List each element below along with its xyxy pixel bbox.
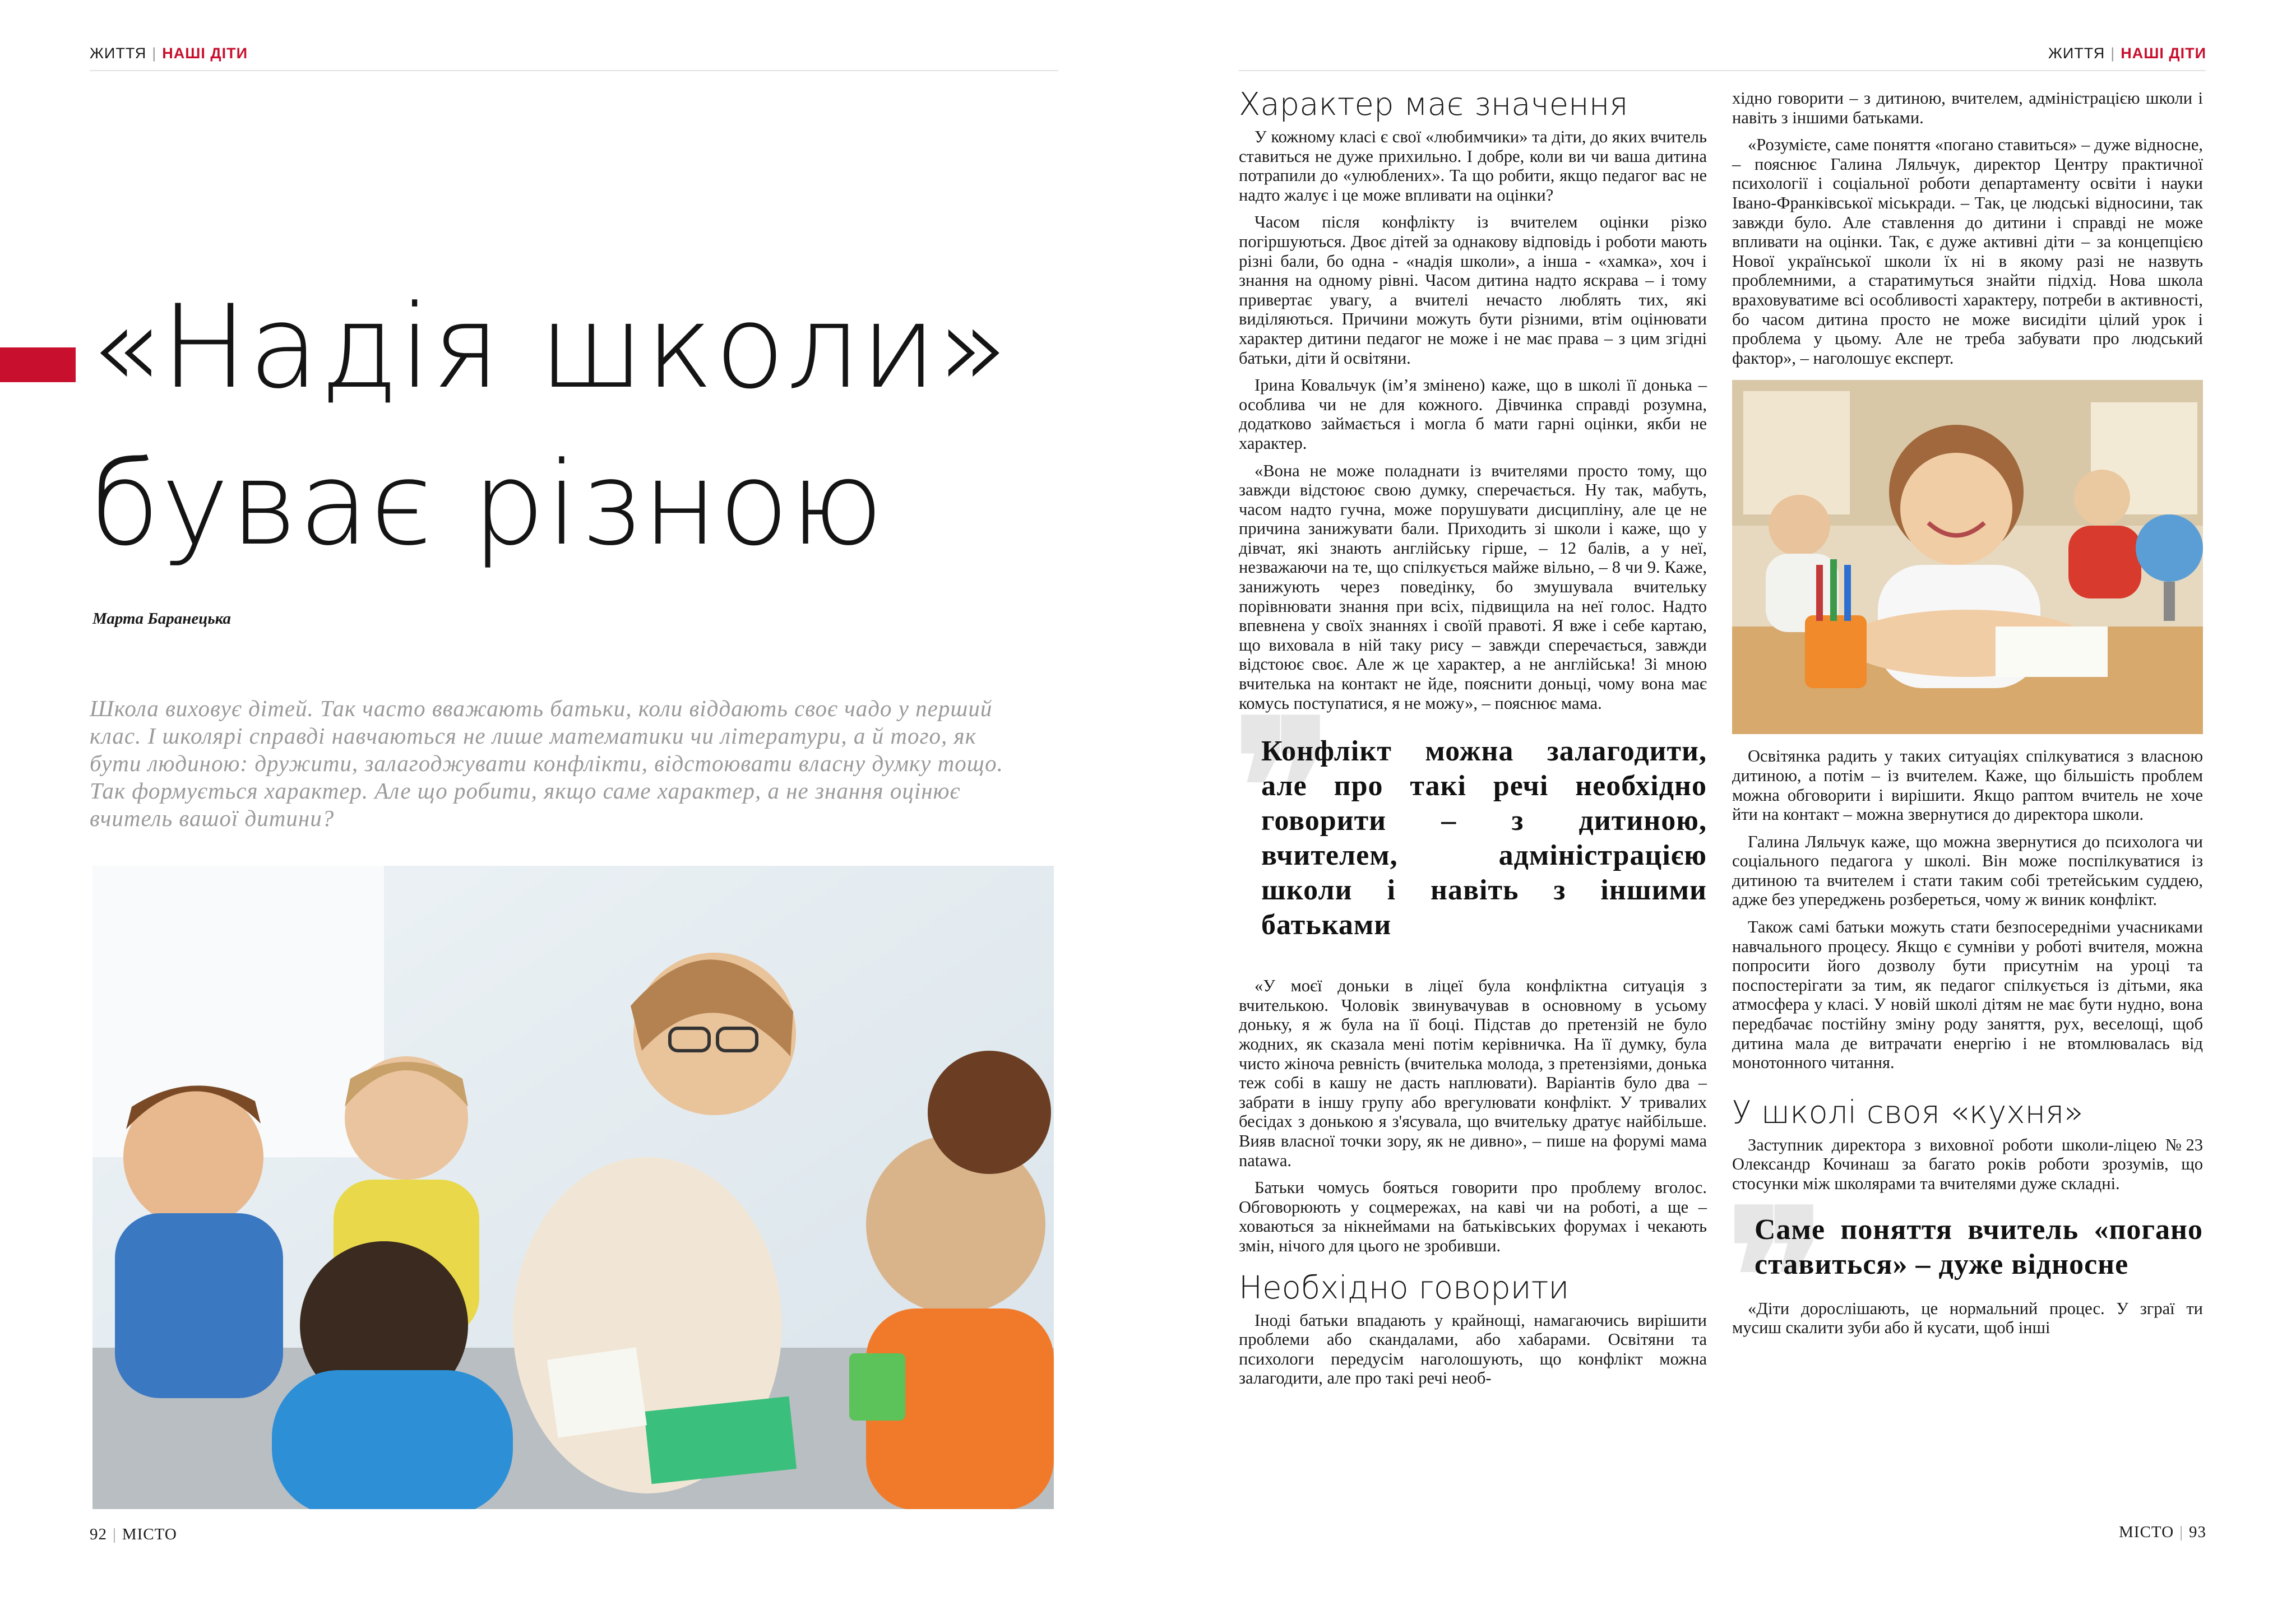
footer-separator: | — [2179, 1523, 2183, 1541]
paragraph: хідно говорити – з дитиною, вчителем, адміністрацією школи і навіть з іншими батьками. — [1732, 89, 2203, 127]
right-page-footer — [2119, 1523, 2206, 1542]
subheading-talk: Необхідно говорити — [1239, 1269, 1570, 1306]
lead-paragraph: Школа виховує дітей. Так часто вважають батьки, коли віддають своє чадо у перший клас. І школярі справді навчаються не лише математики чи літератури, а й того, як бути людиною: дружити, залагоджувати конфлікти, відстоювати власну думку тощо. Так формується характер. Але що робити, якщо саме характер, а не знання оцінює вчитель вашої дитини? — [90, 695, 1003, 831]
pull-quote-text: Саме поняття вчитель «погано ставиться» – дуже відносне — [1755, 1213, 2203, 1280]
magazine-name: МІСТО — [122, 1525, 177, 1543]
paragraph: Також самі батьки можуть стати безпосередніми учасниками навчального процесу. Якщо є сумніви у роботі вчителя, можна попросити його дозволу бути присутнім на уроці та поспостерігати за тим, як педагог спілкується із дітьми, яка атмосфера у класі. У новій школі дітям не має бути нудно, вона передбачає постійну зміну роду заняття, рух, веселощі, щоб дитина мала де витрачати енергію і не втомлювалась від монотонного читання. — [1732, 917, 2203, 1073]
page-number: 92 — [90, 1525, 107, 1543]
left-header-rule — [90, 70, 1058, 71]
right-page-header — [2048, 45, 2206, 62]
red-accent-bar — [0, 347, 76, 382]
paragraph: У кожному класі є свої «любимчики» та діти, до яких вчитель ставиться не дуже прихильно. І добре, коли ви чи ваша дитина потрапили до «улюблених». Та що робити, якщо педагог вас не надто жалує і це може впливати на оцінки? — [1239, 127, 1707, 205]
title-line-2: буває різною — [90, 438, 885, 571]
paragraph: «Діти дорослішають, це нормальний процес. У зграї ти мусиш скалити зуби або й кусати, щоб інші — [1732, 1298, 2203, 1338]
paragraph: «У моєї доньки в ліцеї була конфліктна ситуація з вчителькою. Чоловік звинувачував в основному в усьому доньку, я ж була на її боці. Підстав до претензій не було жодних, як сказала мені потім керівничка. На її думку, була чисто жіноча ревність (вчителька молода, з претензіями, донька теж собі в кашу не дасть наплювати). Варіантів було два – забрати в іншу групу або врегулювати конфлікт. У тривалих бесідах з донькою я з'ясувала, що вчительку дратує найбільше. Вияв власної точки зору, як не дивно», – пише на форумі мама natawa. — [1239, 976, 1707, 1170]
left-page-footer — [90, 1525, 177, 1544]
article-column-2 — [1726, 89, 2203, 1386]
paragraph: Іноді батьки впадають у крайнощі, намагаючись вирішити проблеми або скандалами, або хабарами. Освітяни та психологи передусім наголошують, що конфлікт можна залагодити, але про такі речі необ- — [1239, 1310, 1707, 1388]
right-header-rule — [1239, 70, 2206, 71]
subsection-label: НАШІ ДІТИ — [2121, 45, 2206, 62]
subheading-kitchen: У школі своя «кухня» — [1732, 1094, 2084, 1131]
quote-mark-icon: ❞ — [1233, 679, 1334, 897]
header-separator: | — [2110, 45, 2116, 62]
article-title — [90, 280, 1076, 572]
subsection-label: НАШІ ДІТИ — [162, 45, 248, 62]
paragraph: Батьки чомусь бояться говорити про проблему вголос. Обговорюють у соцмережах, на каві чи на роботі, а ще – ховаються за нікнеймами на батьківських форумах і чекають змін, нічого для цього не зробивши. — [1239, 1178, 1707, 1255]
subheading-character: Характер має значення — [1239, 86, 1628, 123]
author-byline: Марта Баранецька — [92, 610, 232, 628]
paragraph: Ірина Ковальчук (ім’я змінено) каже, що в школі її донька – особлива чи не для кожного. Дівчинка справді розумна, додатково займається і могла б мати гарні оцінки, якби не характер. — [1239, 375, 1707, 453]
left-page-header — [90, 45, 248, 62]
paragraph: «Вона не може поладнати із вчителями просто тому, що завжди відстоює свою думку, сперечається. Ну так, мабуть, часом надто гучна, може порушувати дисципліну, але це не причина занижувати бали. Приходить зі школи і каже, що у дівчат, які знають англійську гірше, – 12 балів, а у неї, незважаючи на те, що спілкується майже вільно, – 8 чи 9. Каже, занижують через поведінку, бо змушувала вчительку порівнювати знання при всіх, підвищила на неї голос. Надто впевнена у своїх знаннях і своїй правоті. Я вже і себе картаю, що виховала в ній таку рису – завжди сперечається, завжди відстоює своє. Але ж це характер, а не англійська! Зі мною вчителька на контакт не йде, пояснити доньці, чому вона має комусь поступатися, я не можу», – пояснює мама. — [1239, 461, 1707, 713]
classroom-photo — [92, 866, 1054, 1509]
paragraph: Галина Ляльчук каже, що можна звернутися до психолога чи соціального педагога у школі. Він може поспілкуватися із дитиною та вчителем і стати таким собі третейським суддею, адже без упереджень розбереться, чому ж виник конфлікт. — [1732, 832, 2203, 909]
section-label: ЖИТТЯ — [90, 45, 147, 62]
page-number: 93 — [2189, 1523, 2206, 1541]
smiling-girl-photo — [1732, 380, 2203, 734]
section-label: ЖИТТЯ — [2048, 45, 2105, 62]
paragraph: Заступник директора з виховної роботи школи-ліцею №23 Олександр Кочинаш за багато років роботи зрозумів, що стосунки між школярами та вчителями дуже складні. — [1732, 1135, 2203, 1193]
title-line-1: «Надія школи» — [90, 281, 1009, 414]
magazine-name: МІСТО — [2119, 1523, 2174, 1541]
quote-mark-icon: ❞ — [1726, 1168, 1827, 1386]
paragraph: Часом після конфлікту із вчителем оцінки різко погіршуються. Двоє дітей за однакову відповідь і роботи мають різні бали, бо одна - «надія школи», а інша - «хамка», хоч і знання на одному рівні. Часом дитина надто яскрава – і тому привертає увагу, а вчителі нечасто люблять тих, які виділяються. Причини можуть бути різними, втім оцінювати характер дитини педагог не може і не має права – з цим згідні батьки, діти й освітяни. — [1239, 212, 1707, 368]
footer-separator: | — [113, 1525, 117, 1543]
pull-quote-text: Конфлікт можна залагодити, але про такі речі необхідно говорити – з дитиною, вчителем, адміністрацією школи і навіть з іншими батьками — [1261, 735, 1707, 941]
header-separator: | — [152, 45, 157, 62]
paragraph: Освітянка радить у таких ситуаціях спілкуватися з власною дитиною, а потім – із вчителем. Каже, що більшість проблем можна обговорити і вирішити. Якщо раптом вчитель не хоче йти на контакт – можна звернутися до директора школи. — [1732, 746, 2203, 824]
article-column-1 — [1233, 86, 1707, 1396]
pull-quote-1 — [1233, 679, 1707, 943]
paragraph: «Розумієте, саме поняття «погано ставиться» – дуже відносне, – пояснює Галина Ляльчук, директор Центру практичної психології і соціальної роботи департаменту освіти і науки Івано-Франківської міськради. – Так, це людські відносини, так завжди було. Але ставлення до дитини і справді не може впливати на оцінки. Так, є дуже активні діти – за концепцією Нової української школи їх ні в якому разі не назвуть проблемними, а старатимуться знайти підхід. Нова школа враховуватиме всі особливості характеру, потреби в активності, бо часом дитина просто не може висидіти цілий урок і проблема у цьому. Але не треба забувати про людський фактор», – наголошує експерт. — [1732, 135, 2203, 368]
